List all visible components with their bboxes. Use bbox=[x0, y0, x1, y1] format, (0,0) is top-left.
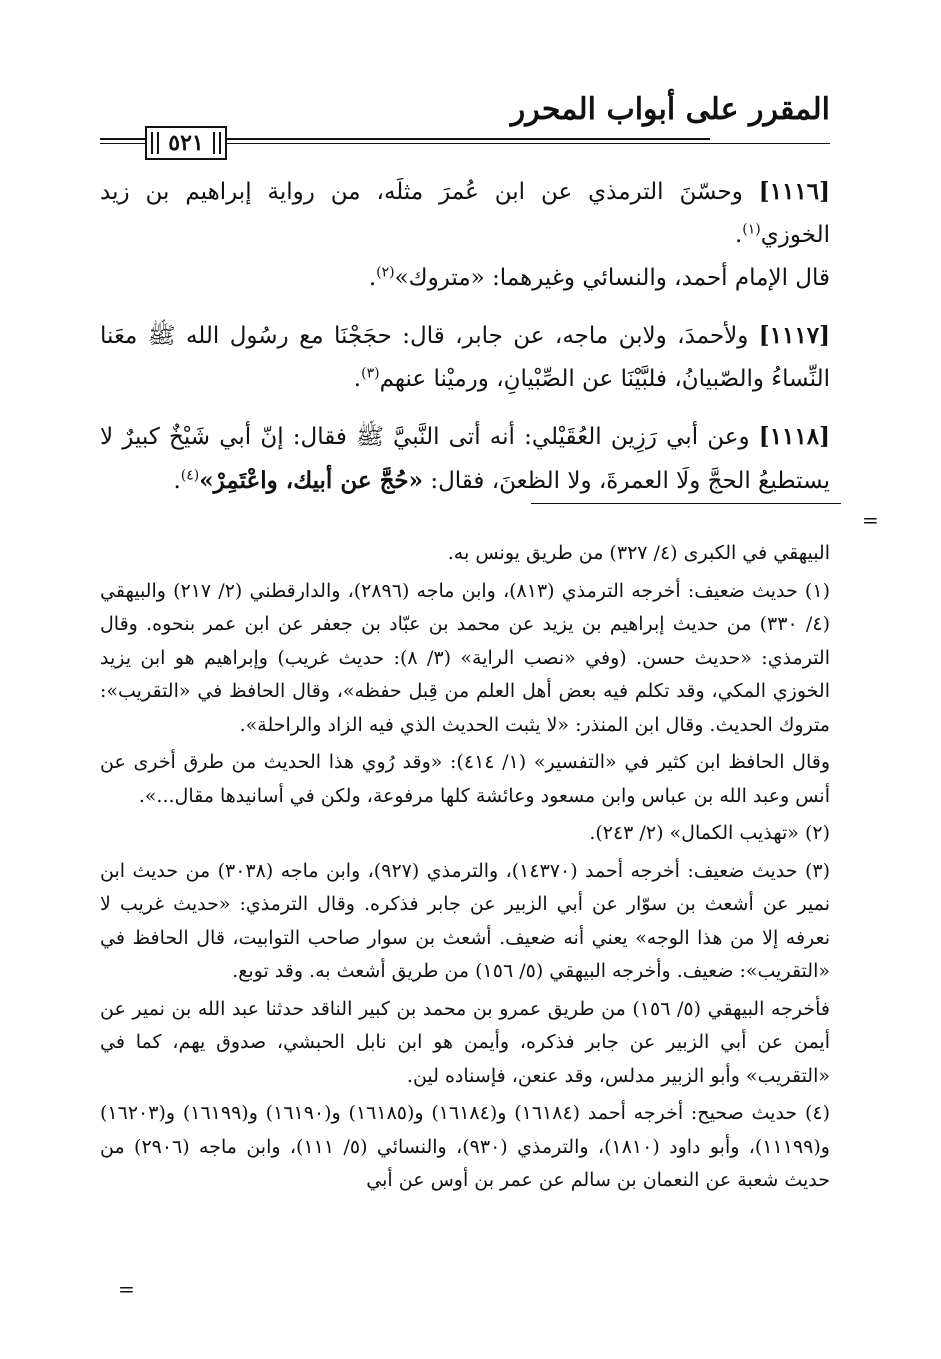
punctuation: . bbox=[734, 222, 743, 248]
continuation-mark: = bbox=[862, 508, 879, 532]
hadith-1116 bbox=[100, 170, 830, 300]
punctuation: . bbox=[353, 366, 362, 392]
footnote-continued: البيهقي في الكبرى (٤/ ٣٢٧) من طريق يونس به. bbox=[447, 542, 830, 564]
punctuation: . bbox=[173, 468, 181, 494]
running-title: المقرر على أبواب المحرر bbox=[510, 92, 830, 127]
footnote-2: (٢) «تهذيب الكمال» (٢/ ٢٤٣). bbox=[589, 822, 830, 844]
hadith-text: وعن أبي رَزِين العُقَيْلي: أنه أتى النَّبيَّ ﷺ فقال: إنّ أبي شَيْخٌ كبيرٌ لا يستطيعُ الحجَّ ولَا العمرةَ، ولا الظعنَ، فقال: bbox=[100, 424, 830, 494]
page-number: ٥٢١ bbox=[145, 126, 227, 160]
hadith-1118 bbox=[100, 415, 830, 503]
hadith-text: ولأحمدَ، ولابن ماجه، عن جابر، قال: حجَجْنَا مع رسُول الله ﷺ معَنا النِّساءُ والصّبيانُ، فلبَّيْنَا عن الصِّبْيانِ، ورميْنا عنهم bbox=[100, 323, 830, 392]
footnote-ref: (٤) bbox=[180, 467, 200, 484]
page-header bbox=[100, 88, 830, 158]
hadith-number: [١١١٨] bbox=[758, 423, 830, 450]
hadith-text: قال الإمام أحمد، والنسائي وغيرهما: «متروك» bbox=[394, 265, 830, 291]
prophetic-saying: «حُجَّ عن أبيك، واعْتَمِرْ» bbox=[199, 467, 424, 494]
footnote-3-continued: فأخرجه البيهقي (٥/ ١٥٦) من طريق عمرو بن محمد بن كبير الناقد حدثنا عبد الله بن نمير عن أيمن عن أبي الزبير عن جابر فذكره، وأيمن هو ابن نابل الحبشي، صدوق يهم، كما في «التقريب» وأبو الزبير مدلس، وقد عنعن، فإسناده لين. bbox=[100, 997, 830, 1087]
footnote-ref: (٢) bbox=[376, 264, 395, 281]
footnote-ref: (٣) bbox=[361, 365, 380, 382]
continuation-mark-bottom: = bbox=[118, 1277, 135, 1301]
footnote-4: (٤) حديث صحيح: أخرجه أحمد (١٦١٨٤) و(١٦١٨٤) و(١٦١٨٥) و(١٦١٩٠) و(١٦١٩٩) و(١٦٢٠٣) و(١١١٩٩)، وأبو داود (١٨١٠)، والترمذي (٩٣٠)، والنسائي (٥/ ١١١)، وابن ماجه (٢٩٠٦) من حديث شعبة عن النعمان بن سالم عن عمر بن أوس عن أبي bbox=[100, 1102, 831, 1191]
footnote-1: (١) حديث ضعيف: أخرجه الترمذي (٨١٣)، وابن ماجه (٢٨٩٦)، والدارقطني (٢/ ٢١٧) والبيهقي (٤/ ٣٣٠) من حديث إبراهيم بن يزيد عن محمد بن عبّاد بن جعفر عن ابن عمر بنحوه. وقال الترمذي: «حديث حسن. (وفي «نصب الراية» (٣/ ٨): حديث غريب) وإبراهيم هو ابن يزيد الخوزي المكي، وقد تكلم فيه بعض أهل العلم من قِبل حفظه»، وقال الحافظ في «التقريب»: متروك الحديث. وقال ابن المنذر: «لا يثبت الحديث الذي فيه الزاد والراحلة». bbox=[100, 579, 831, 736]
punctuation: . bbox=[368, 265, 377, 291]
hadith-number: [١١١٧] bbox=[758, 322, 830, 349]
hadith-text: وحسّنَ الترمذي عن ابن عُمرَ مثلَه، من رواية إبراهيم بن زيد الخوزي bbox=[100, 179, 830, 248]
hadith-1117 bbox=[100, 314, 830, 401]
hadith-number: [١١١٦] bbox=[758, 178, 830, 205]
footnote-3: (٣) حديث ضعيف: أخرجه أحمد (١٤٣٧٠)، والترمذي (٩٢٧)، وابن ماجه (٣٠٣٨) من حديث ابن نمير عن أشعث بن سوّار عن أبي الزبير عن جابر فذكره. وقال الترمذي: «حديث غريب لا نعرفه إلا من هذا الوجه» يعني أنه ضعيف. أشعث بن سوار صاحب التوابيت، قال الحافظ في «التقريب»: ضعيف. وأخرجه البيهقي (٥/ ١٥٦) من طريق أشعث به. وقد توبع. bbox=[100, 859, 830, 982]
main-text bbox=[100, 170, 830, 517]
footnote-separator bbox=[531, 503, 841, 504]
footnotes bbox=[100, 537, 830, 1202]
footnote-ref: (١) bbox=[742, 221, 761, 238]
footnote-1-continued: وقال الحافظ ابن كثير في «التفسير» (١/ ٤١٤): «وقد رُوي هذا الحديث من طرق أخرى عن أنس وعبد الله بن عباس وابن مسعود وعائشة كلها مرفوعة، ولكن في أسانيدها مقال...». bbox=[100, 751, 830, 807]
